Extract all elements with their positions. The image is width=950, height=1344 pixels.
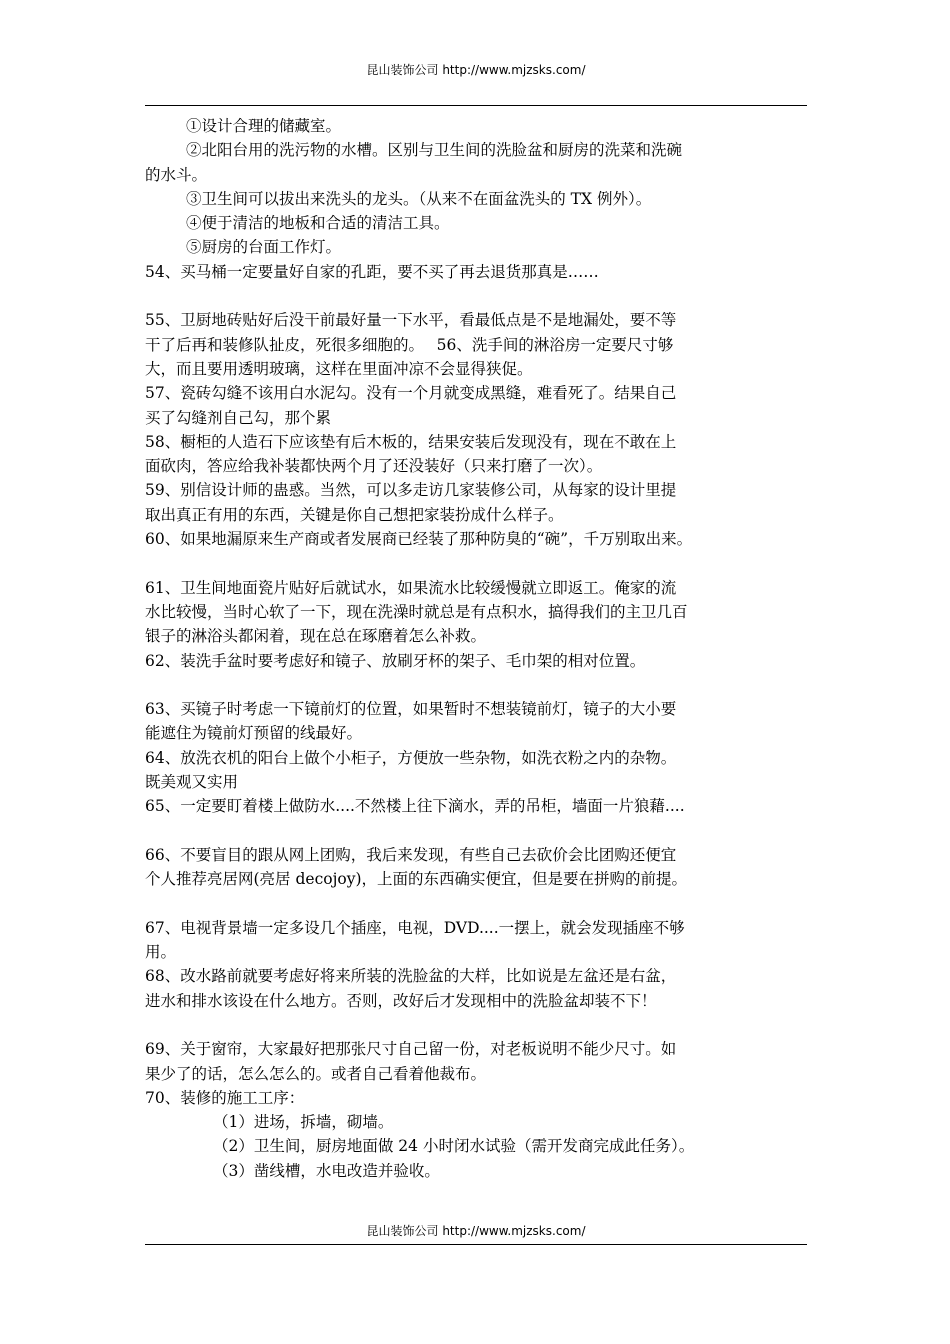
text-line: ①设计合理的储藏室。 bbox=[186, 117, 342, 135]
text-line: 大，而且要用透明玻璃，这样在里面冲凉不会显得狭促。 bbox=[145, 359, 533, 378]
text-line: 59、别信设计师的蛊惑。当然，可以多走访几家装修公司，从每家的设计里提 bbox=[145, 481, 677, 500]
text-line: 54、买马桶一定要量好自家的孔距，要不买了再去退货那真是…… bbox=[145, 262, 599, 281]
text-line: 干了后再和装修队扯皮，死很多细胞的。 56、洗手间的淋浴房一定要尺寸够 bbox=[145, 335, 674, 354]
text-line: 68、改水路前就要考虑好将来所装的洗脸盆的大样，比如说是左盆还是右盆， bbox=[145, 967, 677, 986]
blank-line bbox=[145, 673, 815, 697]
page-header: 昆山装饰公司 http://www.mjzsks.com/ bbox=[366, 63, 586, 77]
text-line: （3）凿线槽，水电改造并验收。 bbox=[213, 1161, 440, 1180]
text-line: 67、电视背景墙一定多设几个插座，电视，DVD....一摆上，就会发现插座不够 bbox=[145, 918, 685, 937]
text-line: 进水和排水该设在什么地方。否则，改好后才发现相中的洗脸盆却装不下！ bbox=[145, 991, 657, 1010]
text-line: 既美观又实用 bbox=[145, 773, 239, 792]
text-line: 买了勾缝剂自己勾，那个累 bbox=[145, 408, 332, 427]
blank-line bbox=[145, 551, 815, 575]
text-line: 银子的淋浴头都闲着，现在总在琢磨着怎么补救。 bbox=[145, 627, 487, 646]
text-line: 65、一定要盯着楼上做防水....不然楼上往下滴水，弄的吊柜，墙面一片狼藉.... bbox=[145, 797, 685, 816]
text-line: 66、不要盲目的跟从网上团购，我后来发现，有些自己去砍价会比团购还便宜 bbox=[145, 845, 677, 864]
text-line: 62、装洗手盆时要考虑好和镜子、放刷牙杯的架子、毛巾架的相对位置。 bbox=[145, 651, 646, 670]
text-line: 63、买镜子时考虑一下镜前灯的位置，如果暂时不想装镜前灯，镜子的大小要 bbox=[145, 700, 677, 719]
text-line: ④便于清洁的地板和合适的清洁工具。 bbox=[186, 214, 450, 233]
text-line: 果少了的话，怎么怎么的。或者自己看着他裁布。 bbox=[145, 1064, 487, 1083]
blank-line bbox=[145, 892, 815, 916]
text-line: （2）卫生间，厨房地面做 24 小时闭水试验（需开发商完成此任务）。 bbox=[213, 1137, 695, 1156]
text-line: 61、卫生间地面瓷片贴好后就试水，如果流水比较缓慢就立即返工。俺家的流 bbox=[145, 578, 677, 597]
text-line: 面砍肉，答应给我补装都快两个月了还没装好（只来打磨了一次）。 bbox=[145, 457, 603, 476]
text-line: 70、装修的施工工序： bbox=[145, 1088, 305, 1107]
blank-line bbox=[145, 819, 815, 843]
text-line: 60、如果地漏原来生产商或者发展商已经装了那种防臭的“碗”，千万别取出来。 bbox=[145, 530, 693, 549]
text-line: ③卫生间可以拔出来洗头的龙头。（从来不在面盆洗头的 TX 例外）。 bbox=[186, 189, 652, 208]
text-line: 58、橱柜的人造石下应该垫有后木板的，结果安装后发现没有，现在不敢在上 bbox=[145, 432, 677, 451]
text-line: ②北阳台用的洗污物的水槽。区别与卫生间的洗脸盆和厨房的洗菜和洗碗 bbox=[186, 141, 683, 160]
text-line: 能遮住为镜前灯预留的线最好。 bbox=[145, 724, 363, 743]
document-body bbox=[145, 114, 815, 1183]
blank-line bbox=[145, 284, 815, 308]
text-line: 64、放洗衣机的阳台上做个小柜子，方便放一些杂物，如洗衣粉之内的杂物。 bbox=[145, 748, 677, 767]
text-line: 55、卫厨地砖贴好后没干前最好量一下水平，看最低点是不是地漏处，要不等 bbox=[145, 311, 677, 330]
text-line: ⑤厨房的台面工作灯。 bbox=[186, 238, 342, 257]
text-line: 取出真正有用的东西，关键是你自己想把家装扮成什么样子。 bbox=[145, 505, 564, 524]
text-line: 69、关于窗帘，大家最好把那张尺寸自己留一份，对老板说明不能少尺寸。如 bbox=[145, 1040, 677, 1059]
text-line: （1）进场，拆墙，砌墙。 bbox=[213, 1113, 394, 1132]
footer-divider bbox=[145, 1244, 807, 1245]
page-footer: 昆山装饰公司 http://www.mjzsks.com/ bbox=[366, 1224, 586, 1238]
text-line: 57、瓷砖勾缝不该用白水泥勾。没有一个月就变成黑缝，难看死了。结果自己 bbox=[145, 384, 677, 403]
text-line: 用。 bbox=[145, 943, 177, 962]
text-line: 的水斗。 bbox=[145, 165, 208, 184]
header-divider bbox=[145, 105, 807, 106]
text-line: 水比较慢，当时心软了一下，现在洗澡时就总是有点积水，搞得我们的主卫几百 bbox=[145, 602, 688, 621]
blank-line bbox=[145, 1013, 815, 1037]
text-line: 个人推荐亮居网(亮居 decojoy)，上面的东西确实便宜，但是要在拼购的前提。 bbox=[145, 870, 688, 889]
